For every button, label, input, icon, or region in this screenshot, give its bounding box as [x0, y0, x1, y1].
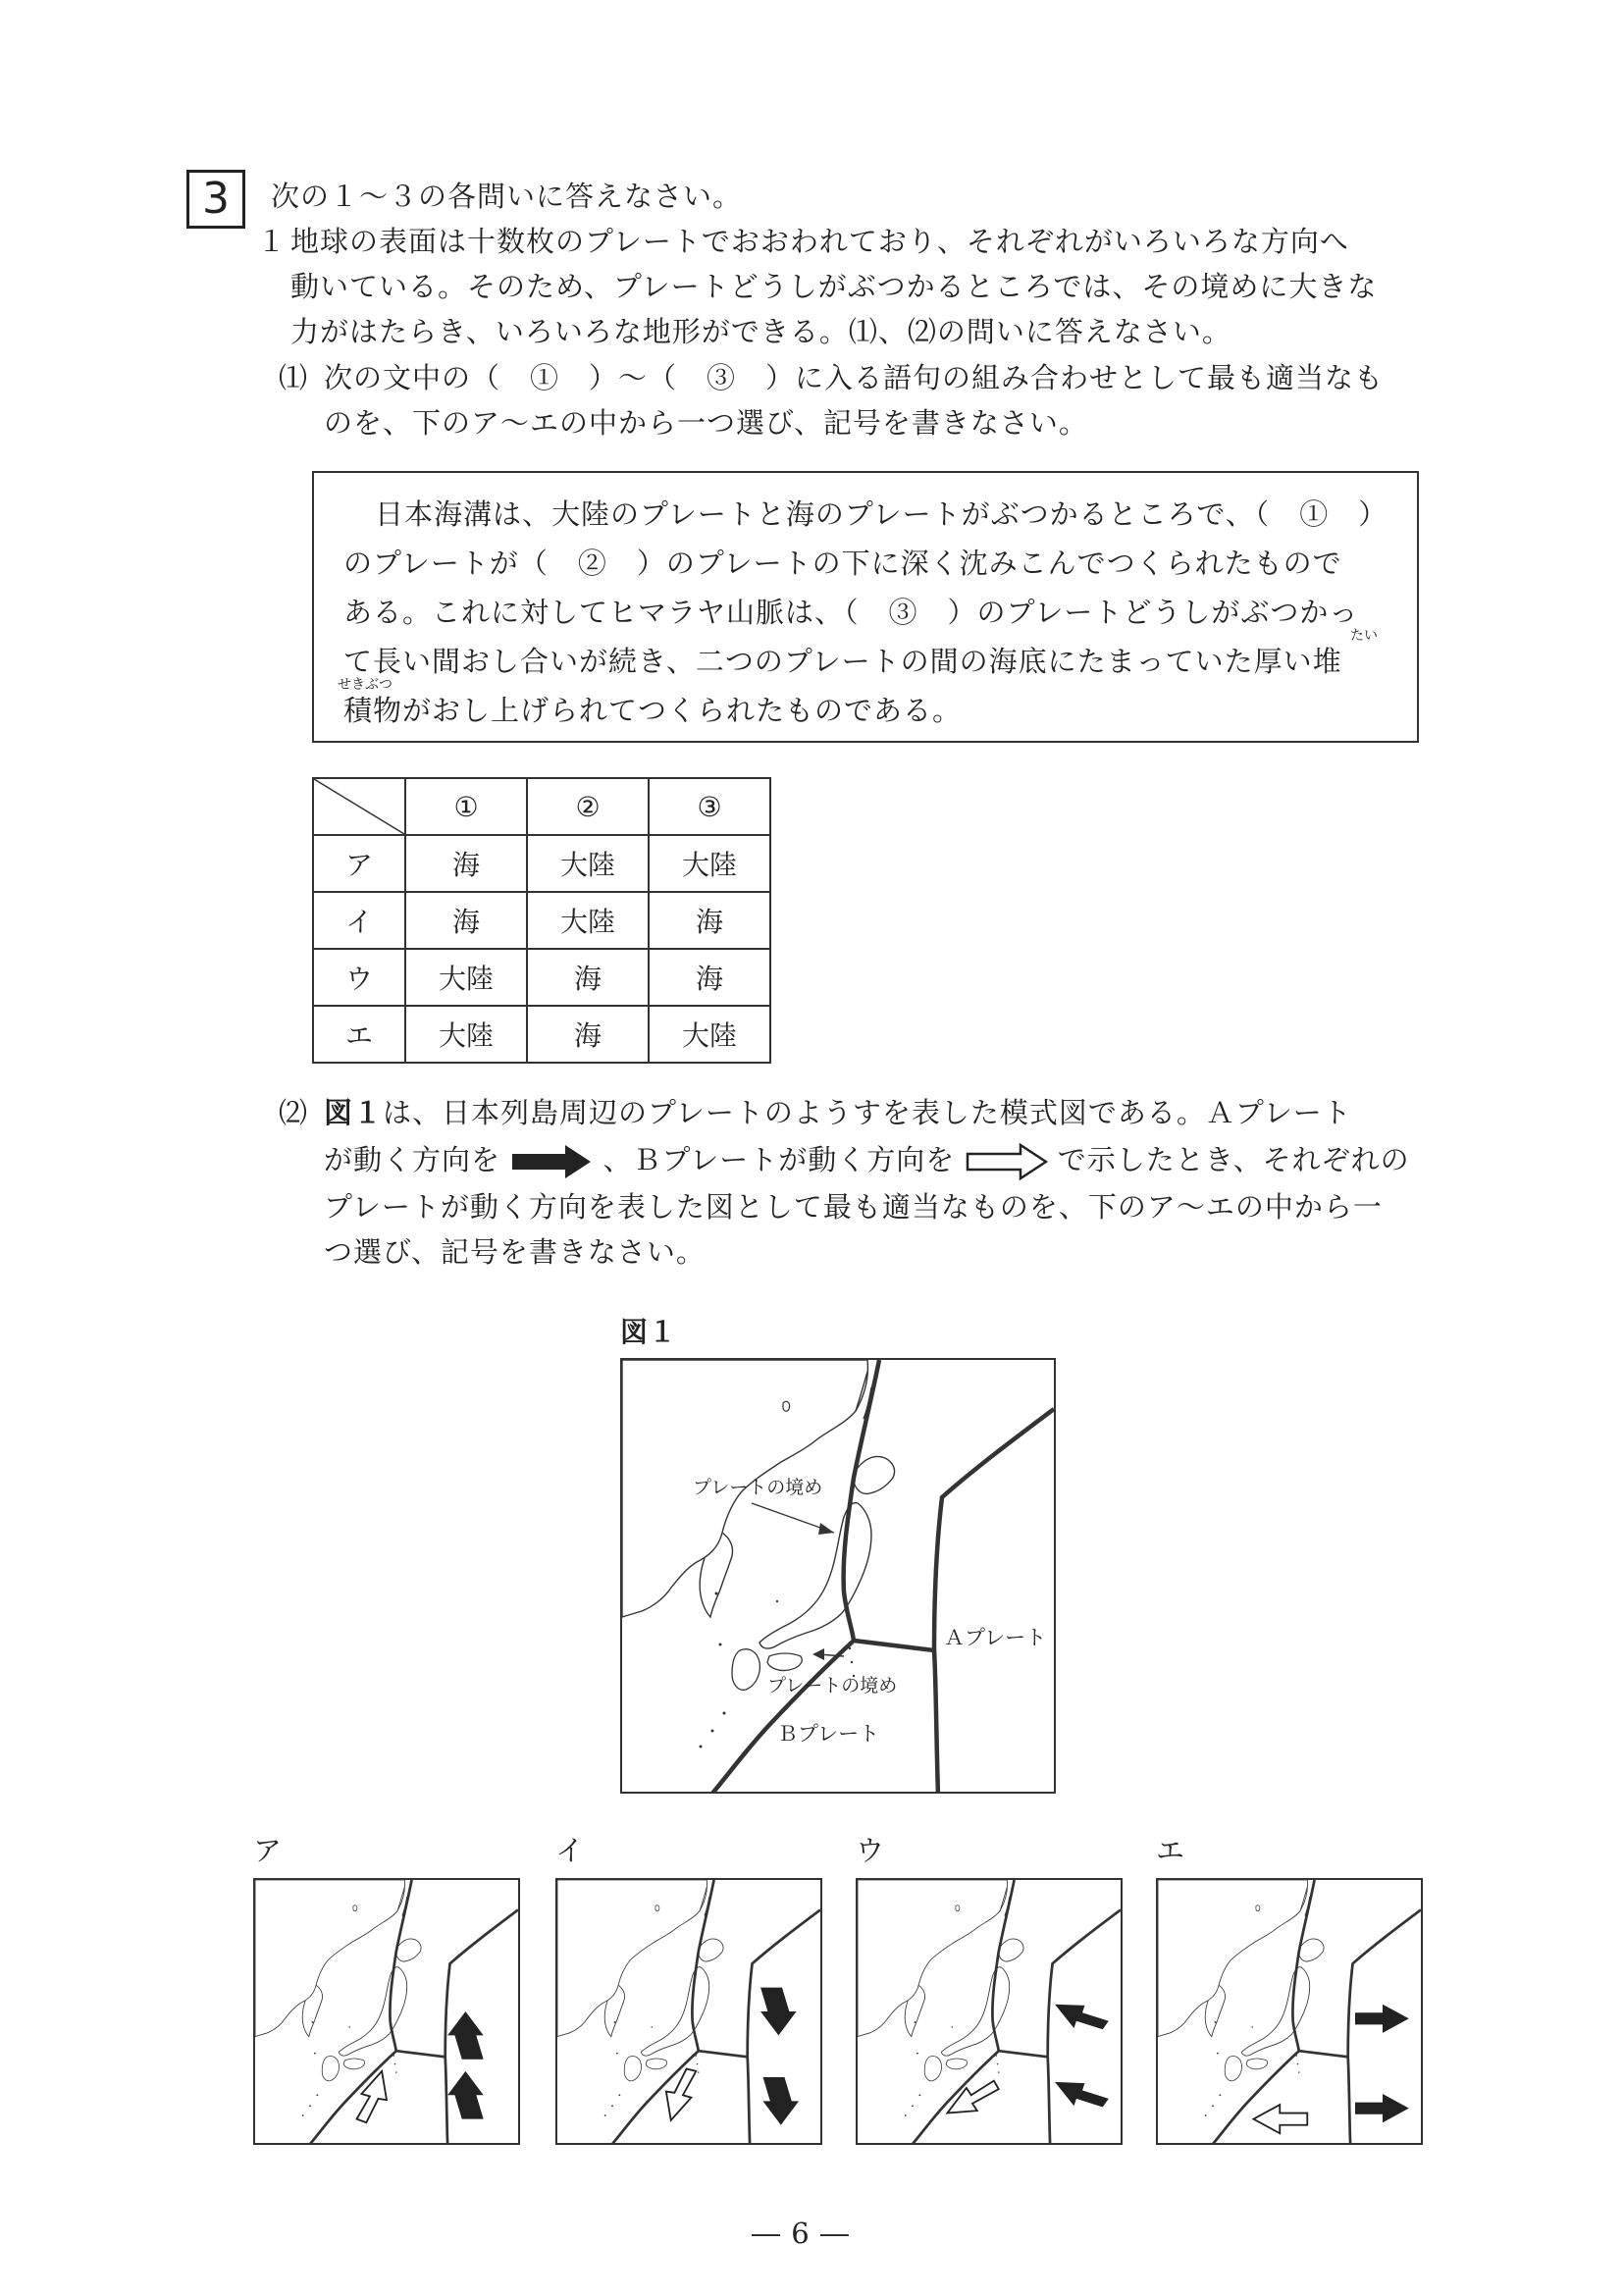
figure-1-map: [620, 1358, 1056, 1794]
page-number: ― 6 ―: [752, 2217, 850, 2250]
plate-a-label: Ａプレート: [944, 1626, 1047, 1649]
choice-label-u: ウ: [856, 1834, 886, 1867]
table-cell: 海: [649, 949, 770, 1006]
table-cell: 海: [527, 949, 649, 1006]
black-arrow-icon: [1355, 2094, 1409, 2122]
sub2-line-4: つ選び、記号を書きなさい。: [324, 1235, 706, 1269]
row-label: イ: [313, 892, 405, 949]
table-cell: 大陸: [527, 892, 649, 949]
black-arrow-icon: [1355, 2005, 1409, 2033]
diagonal-line-icon: [314, 779, 404, 834]
white-arrow-icon: [966, 1143, 1048, 1180]
white-arrow-icon: [357, 2071, 387, 2122]
figure-ref: 図１: [324, 1096, 384, 1129]
choice-map-u: [856, 1878, 1123, 2145]
black-arrow-icon: [763, 2077, 800, 2125]
answer-options-table: [312, 777, 771, 1064]
ruby-tai: たい: [1350, 628, 1378, 644]
table-row: [313, 892, 770, 949]
row-label: エ: [313, 1006, 405, 1063]
white-arrow-icon: [947, 2081, 998, 2113]
boundary-label-1: プレートの境め: [693, 1477, 823, 1498]
black-arrow-icon: [760, 1988, 797, 2036]
table-cell: 大陸: [527, 835, 649, 892]
table-header: ①: [405, 778, 527, 835]
question-intro: 次の１～３の各問いに答えなさい。: [271, 180, 743, 213]
choice-label-a: ア: [253, 1834, 284, 1867]
white-arrow-icon: [1253, 2105, 1307, 2133]
choice-map-i: [555, 1878, 822, 2145]
table-cell: 海: [405, 835, 527, 892]
sub2-line-3: プレートが動く方向を表した図として最も適当なものを、下のア～エの中から一: [324, 1190, 1383, 1224]
table-row: [313, 835, 770, 892]
table-cell: 海: [649, 892, 770, 949]
black-arrow-icon: [447, 2011, 484, 2060]
table-cell: 大陸: [405, 1006, 527, 1063]
sub2-line-2b: 、Ｂプレートが動く方向を: [602, 1143, 956, 1176]
passage-line-3: ある。これに対してヒマラヤ山脈は、（ ③ ）のプレートどうしがぶつかっ: [343, 596, 1359, 629]
q1-number: １: [257, 225, 288, 258]
table-corner-cell: [313, 778, 405, 835]
table-cell: 大陸: [649, 1006, 770, 1063]
sub2-label: ⑵: [279, 1096, 309, 1129]
sub2-line-2c: で示したとき、それぞれの: [1057, 1143, 1410, 1176]
sub1-label: ⑴: [279, 361, 309, 394]
table-cell: 大陸: [649, 835, 770, 892]
passage-box: [312, 471, 1419, 743]
passage-line-4: て長い間おし合いが続き、二つのプレートの間の海底にたまっていた厚い堆: [343, 645, 1342, 678]
figure-title: 図１: [620, 1316, 678, 1348]
q1-line-2: 動いている。そのため、プレートどうしがぶつかるところでは、その境めに大きな: [290, 270, 1378, 303]
black-arrow-icon: [510, 1143, 593, 1180]
sub2-line-1: は、日本列島周辺のプレートのようすを表した模式図である。Ａプレート: [383, 1096, 1352, 1129]
black-arrow-icon: [1055, 2005, 1109, 2030]
passage-line-5: 積物がおし上げられてつくられたものである。: [343, 694, 963, 727]
choice-label-i: イ: [555, 1834, 586, 1867]
question-number-box: 3: [186, 170, 245, 229]
choice-map-a: [253, 1878, 520, 2145]
table-cell: 海: [405, 892, 527, 949]
boundary-label-2: プレートの境め: [767, 1675, 898, 1696]
table-row: [313, 1006, 770, 1063]
sub1-line-1: 次の文中の（ ① ）～（ ③ ）に入る語句の組み合わせとして最も適当なも: [324, 361, 1385, 394]
sub1-line-2: のを、下のア～エの中から一つ選び、記号を書きなさい。: [324, 406, 1088, 440]
choice-map-e: [1156, 1878, 1423, 2145]
q1-line-3: 力がはたらき、いろいろな地形ができる。⑴、⑵の問いに答えなさい。: [290, 315, 1231, 348]
table-cell: 海: [527, 1006, 649, 1063]
row-label: ア: [313, 835, 405, 892]
table-cell: 大陸: [405, 949, 527, 1006]
passage-line-2: のプレートが（ ② ）のプレートの下に深く沈みこんでつくられたもので: [343, 547, 1342, 580]
q1-line-1: 地球の表面は十数枚のプレートでおおわれており、それぞれがいろいろな方向へ: [290, 225, 1349, 258]
passage-line-1: 日本海溝は、大陸のプレートと海のプレートがぶつかるところで、（ ① ）: [375, 497, 1388, 531]
table-row: [313, 949, 770, 1006]
ruby-sekibutsu: せきぶつ: [338, 677, 393, 693]
black-arrow-icon: [447, 2071, 484, 2119]
plate-b-label: Ｂプレート: [777, 1722, 880, 1746]
choice-label-e: エ: [1156, 1834, 1186, 1867]
black-arrow-icon: [1055, 2082, 1109, 2108]
row-label: ウ: [313, 949, 405, 1006]
table-header: ③: [649, 778, 770, 835]
sub2-line-2a: が動く方向を: [324, 1143, 501, 1176]
table-header: ②: [527, 778, 649, 835]
